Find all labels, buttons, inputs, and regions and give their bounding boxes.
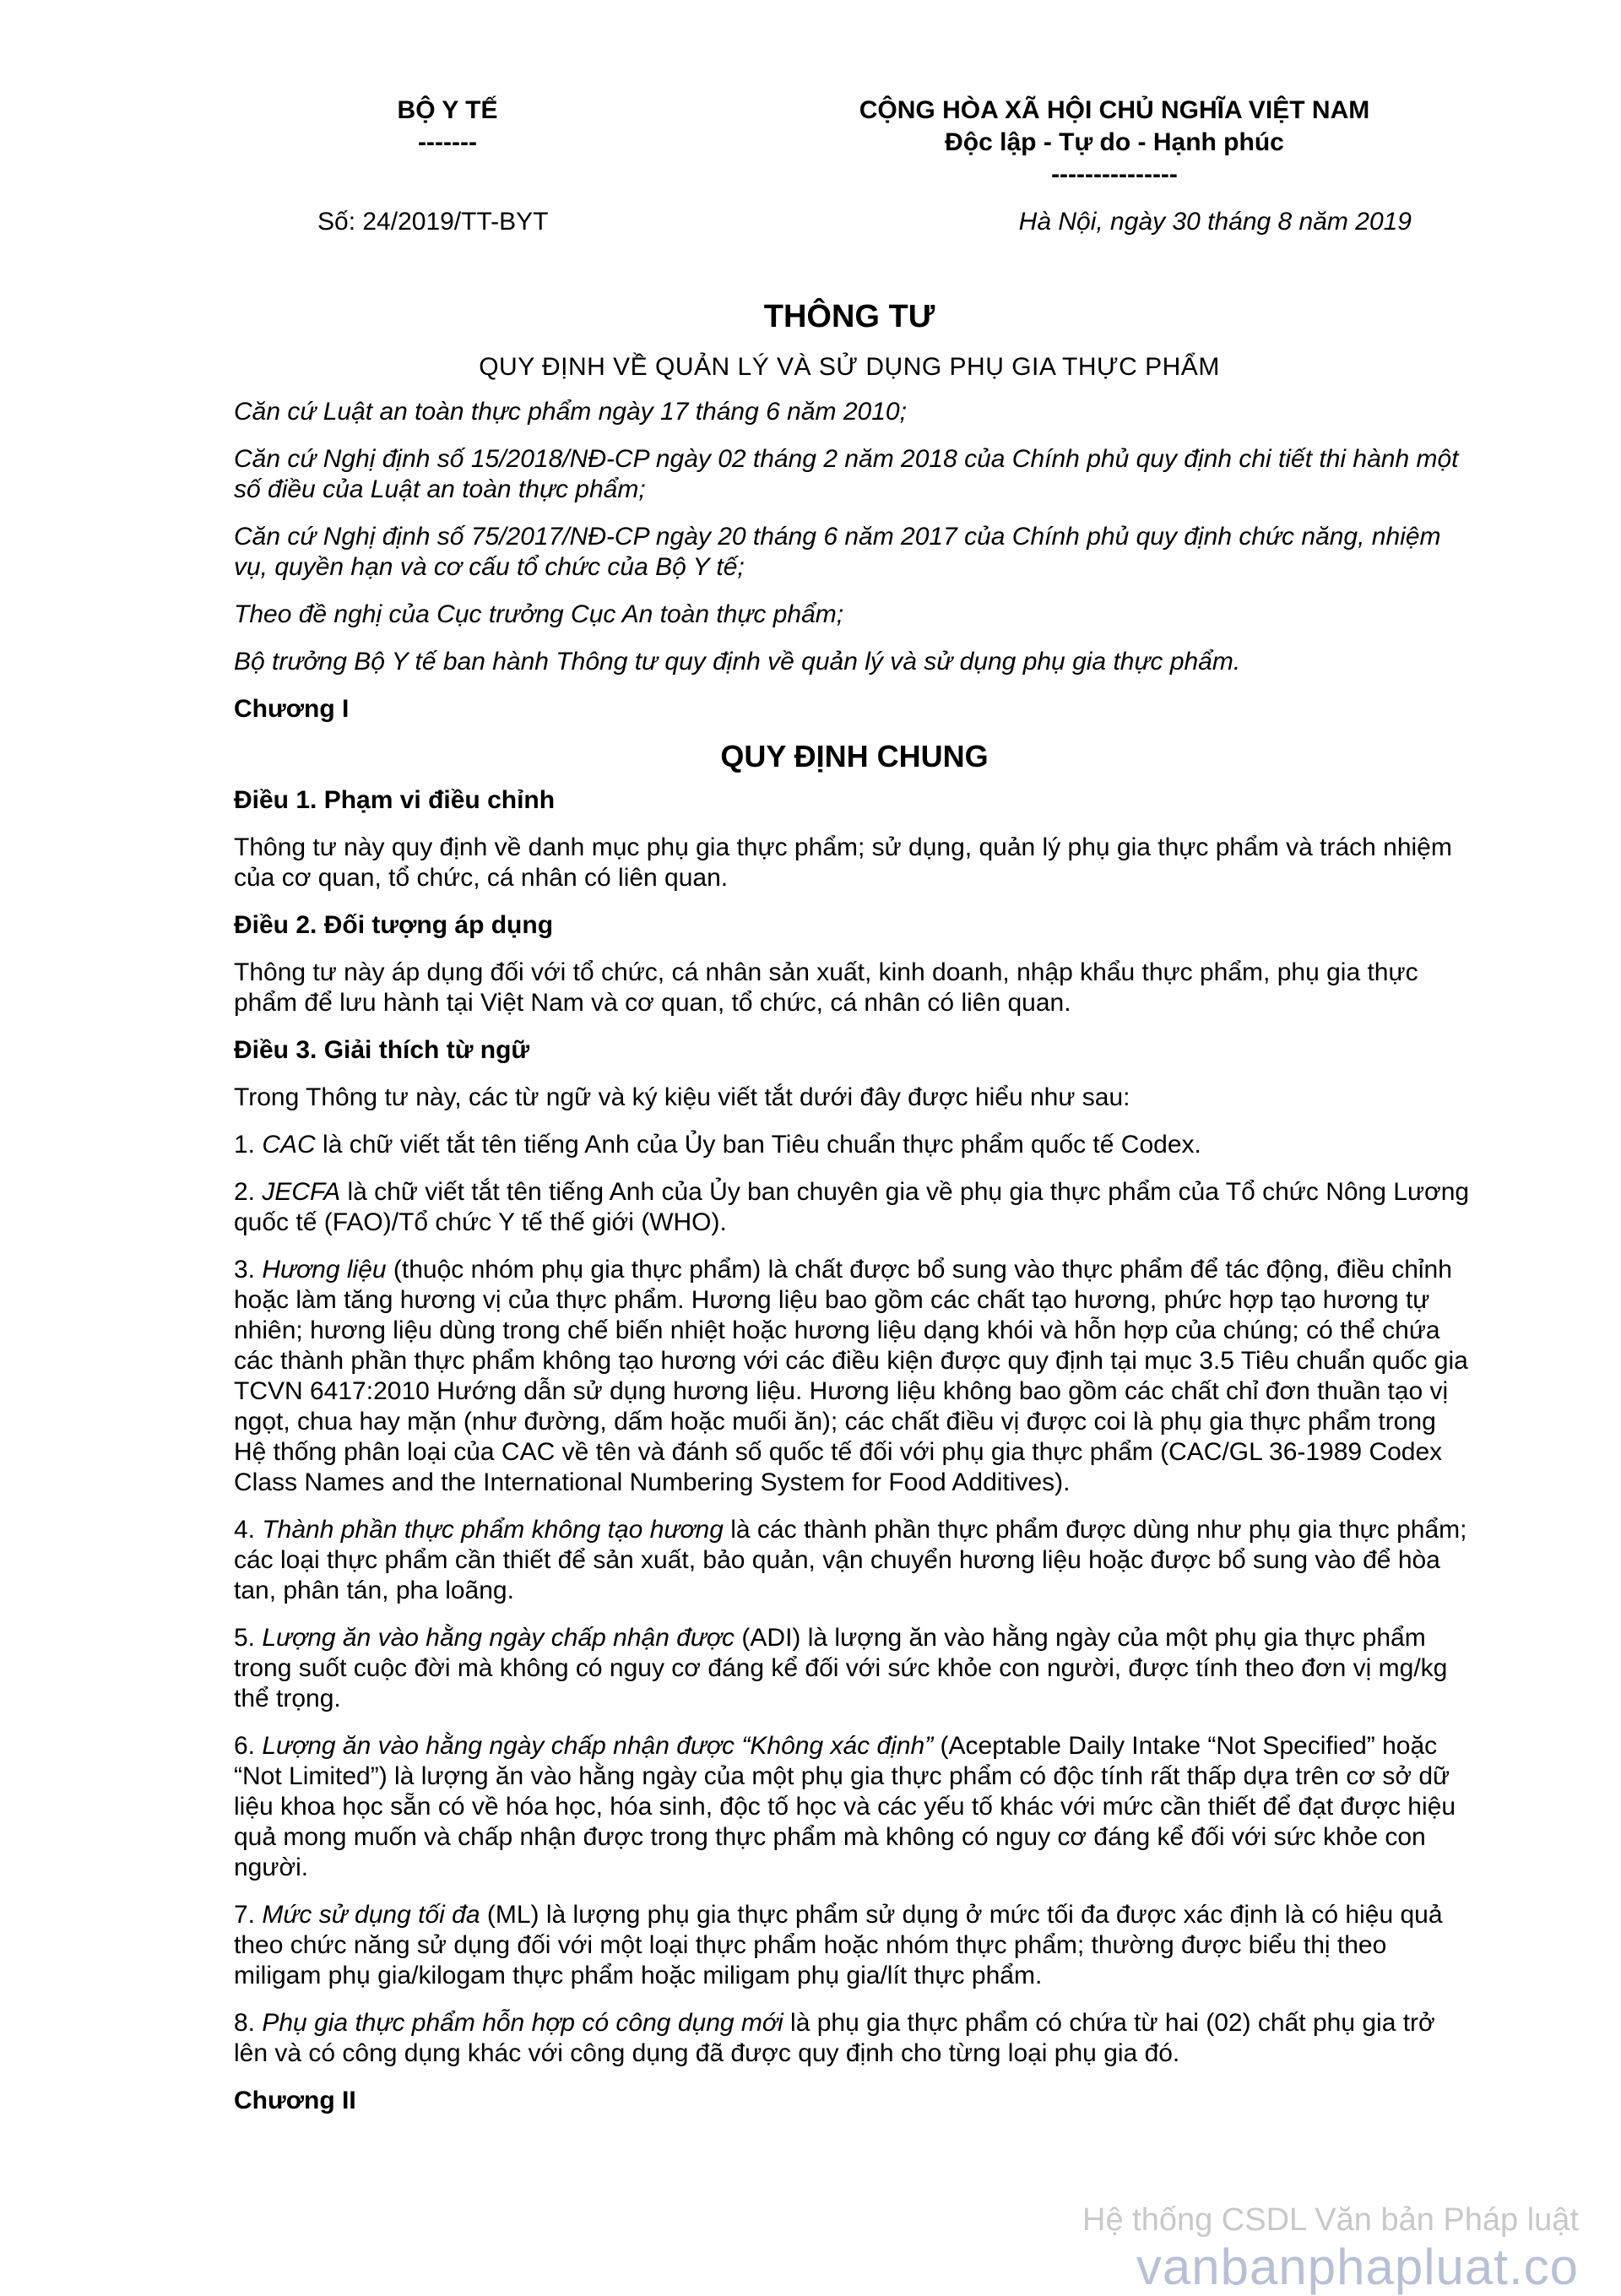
- definition-item: [234, 1255, 1475, 1498]
- definition-number: 4.: [234, 1516, 263, 1544]
- chapter-label: Chương I: [234, 695, 350, 723]
- document-title: THÔNG TƯ: [763, 299, 935, 334]
- article-heading: Điều 1. Phạm vi điều chỉnh: [234, 786, 556, 814]
- preamble-line: Căn cứ Nghị định số 75/2017/NĐ-CP ngày 20 tháng 6 năm 2017 của Chính phủ quy định chức năng, nhiệm vụ, quyền hạn và cơ cấu tổ chức của Bộ Y tế;: [234, 523, 1441, 581]
- preamble-line: Bộ trưởng Bộ Y tế ban hành Thông tư quy định về quản lý và sử dụng phụ gia thực phẩm.: [234, 648, 1241, 676]
- definition-text: (ADI) là lượng ăn vào hằng ngày của một phụ gia thực phẩm trong suốt cuộc đời mà không có nguy cơ đáng kể đối với sức khỏe con người, được tính theo đơn vị mg/kg thể trọng.: [234, 1624, 1448, 1713]
- definition-term: Lượng ăn vào hằng ngày chấp nhận được: [262, 1624, 735, 1652]
- definition-number: 2.: [234, 1178, 263, 1206]
- article-text: Thông tư này áp dụng đối với tổ chức, cá nhân sản xuất, kinh doanh, nhập khẩu thực phẩm, phụ gia thực phẩm để lưu hành tại Việt Nam và cơ quan, tổ chức, cá nhân có liên quan.: [234, 958, 1418, 1017]
- definition-number: 5.: [234, 1624, 263, 1652]
- definition-number: 3.: [234, 1256, 263, 1284]
- definition-text: là chữ viết tắt tên tiếng Anh của Ủy ban chuyên gia về phụ gia thực phẩm của Tổ chức Nông Lương quốc tế (FAO)/Tổ chức Y tế thế giới (WHO).: [234, 1178, 1470, 1236]
- document-date: Hà Nội, ngày 30 tháng 8 năm 2019: [1018, 208, 1412, 236]
- preamble-line: Căn cứ Nghị định số 15/2018/NĐ-CP ngày 02 tháng 2 năm 2018 của Chính phủ quy định chi tiết thi hành một số điều của Luật an toàn thực phẩm;: [234, 445, 1459, 503]
- definition-number: 1.: [234, 1131, 263, 1159]
- definition-text: là các thành phần thực phẩm được dùng như phụ gia thực phẩm; các loại thực phẩm cần thiết để sản xuất, bảo quản, vận chuyển hương liệu hoặc được bổ sung vào để hòa tan, phân tán, pha loãng.: [234, 1516, 1467, 1604]
- motto: Độc lập - Tự do - Hạnh phúc: [945, 128, 1284, 156]
- definition-item: [234, 1177, 1475, 1238]
- watermark-caption: Hệ thống CSDL Văn bản Pháp luật: [1082, 2202, 1579, 2238]
- document-number: Số: 24/2019/TT-BYT: [317, 208, 549, 236]
- definition-number: 8.: [234, 2009, 263, 2037]
- chapter-title: QUY ĐỊNH CHUNG: [720, 739, 989, 773]
- definition-item: [234, 1130, 1475, 1160]
- definition-term: Phụ gia thực phẩm hỗn hợp có công dụng mới: [262, 2009, 783, 2037]
- motto-separator: ---------------: [1051, 160, 1178, 188]
- article-heading: Điều 3. Giải thích từ ngữ: [234, 1036, 530, 1064]
- article-heading: Điều 2. Đối tượng áp dụng: [234, 911, 554, 939]
- definition-term: Thành phần thực phẩm không tạo hương: [262, 1516, 724, 1544]
- article-text: Thông tư này quy định về danh mục phụ gia thực phẩm; sử dụng, quản lý phụ gia thực phẩm và trách nhiệm của cơ quan, tổ chức, cá nhân có liên quan.: [234, 833, 1452, 892]
- national-header: [743, 95, 1486, 191]
- document-subtitle: QUY ĐỊNH VỀ QUẢN LÝ VÀ SỬ DỤNG PHỤ GIA THỰC PHẨM: [479, 353, 1220, 381]
- agency-name: BỘ Y TẾ: [397, 96, 498, 124]
- definition-text: là chữ viết tắt tên tiếng Anh của Ủy ban Tiêu chuẩn thực phẩm quốc tế Codex.: [315, 1131, 1201, 1159]
- definition-term: JECFA: [262, 1178, 341, 1206]
- definition-text: là phụ gia thực phẩm có chứa từ hai (02) chất phụ gia trở lên và có công dụng khác với công dụng đã được quy định cho từng loại phụ gia đó.: [234, 2009, 1435, 2067]
- article-intro: Trong Thông tư này, các từ ngữ và ký kiệu viết tắt dưới đây được hiểu như sau:: [234, 1083, 1130, 1111]
- watermark-site: vanbanphapluat.co: [1136, 2239, 1579, 2295]
- chapter-label: Chương II: [234, 2087, 356, 2114]
- country-name: CỘNG HÒA XÃ HỘI CHỦ NGHĨA VIỆT NAM: [859, 96, 1370, 124]
- document-body: [234, 397, 1475, 2133]
- definition-term: Hương liệu: [262, 1256, 387, 1284]
- definition-item: [234, 1731, 1475, 1883]
- definition-item: [234, 1515, 1475, 1606]
- preamble-line: Căn cứ Luật an toàn thực phẩm ngày 17 tháng 6 năm 2010;: [234, 398, 907, 426]
- agency-block: [363, 95, 532, 159]
- definition-text: (thuộc nhóm phụ gia thực phẩm) là chất được bổ sung vào thực phẩm để tác động, điều chỉnh hoặc làm tăng hương vị của thực phẩm. Hương liệu bao gồm các chất tạo hương, phức hợp tạo hương tự nhiên; hương liệu dùng trong chế biến nhiệt hoặc hương liệu dạng khói và hỗn hợp của chúng; có thể chứa các thành phần thực phẩm không tạo hương với các điều kiện được quy định tại mục 3.5 Tiêu chuẩn quốc gia TCVN 6417:2010 Hướng dẫn sử dụng hương liệu. Hương liệu không bao gồm các chất chỉ đơn thuần tạo vị ngọt, chua hay mặn (như đường, dấm hoặc muối ăn); các chất điều vị được coi là phụ gia thực phẩm trong Hệ thống phân loại của CAC về tên và đánh số quốc tế đối với phụ gia thực phẩm (CAC/GL 36-1989 Codex Class Names and the International Numbering System for Food Additives).: [234, 1256, 1468, 1496]
- definition-text: (Aceptable Daily Intake “Not Specified” hoặc “Not Limited”) là lượng ăn vào hằng ngày của một phụ gia thực phẩm có độc tính rất thấp dựa trên cơ sở dữ liệu khoa học sẵn có về hóa học, hóa sinh, độc tố học và các yếu tố khác với mức cần thiết để đạt được hiệu quả mong muốn và chấp nhận được trong thực phẩm mà không có nguy cơ đáng kể đối với sức khỏe con người.: [234, 1732, 1456, 1881]
- definition-number: 6.: [234, 1732, 263, 1760]
- definition-item: [234, 2008, 1475, 2069]
- definition-term: Lượng ăn vào hằng ngày chấp nhận được “Không xác định”: [262, 1732, 934, 1760]
- agency-separator: -------: [418, 128, 477, 156]
- definition-term: Mức sử dụng tối đa: [262, 1901, 480, 1929]
- definition-text: (ML) là lượng phụ gia thực phẩm sử dụng ở mức tối đa được xác định là có hiệu quả theo chức năng sử dụng đối với một loại thực phẩm hoặc nhóm thực phẩm; thường được biểu thị theo miligam phụ gia/kilogam thực phẩm hoặc miligam phụ gia/lít thực phẩm.: [234, 1901, 1443, 1989]
- definition-number: 7.: [234, 1901, 263, 1929]
- preamble-line: Theo đề nghị của Cục trưởng Cục An toàn thực phẩm;: [234, 600, 844, 628]
- definition-item: [234, 1900, 1475, 1991]
- definition-term: CAC: [262, 1131, 316, 1159]
- definition-item: [234, 1623, 1475, 1714]
